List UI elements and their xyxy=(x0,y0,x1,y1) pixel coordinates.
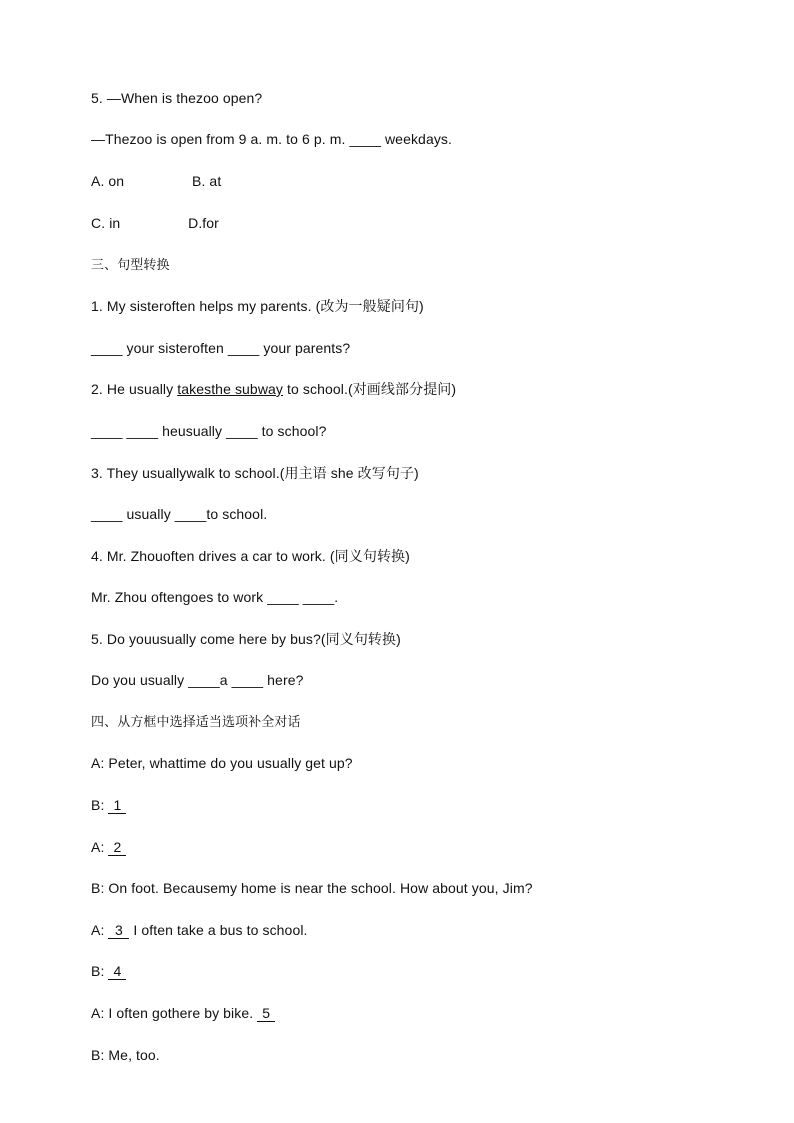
dialogue-line-5-text: I often take a bus to school. xyxy=(129,922,308,938)
sentence-4-answer: Mr. Zhou oftengoes to work ____ ____. xyxy=(91,589,339,605)
dialogue-speaker-b: B: xyxy=(91,963,109,979)
dialogue-line-3 xyxy=(91,838,126,856)
question-5-stem: 5. —When is thezoo open? xyxy=(91,90,263,106)
sentence-5-answer: Do you usually ____a ____ here? xyxy=(91,672,304,688)
sentence-4-prompt: 4. Mr. Zhouoften drives a car to work. (同义句转换) xyxy=(91,548,410,564)
dialogue-blank-1: 1 xyxy=(108,798,126,814)
sentence-2-prompt xyxy=(91,380,456,398)
sentence-2-underlined-phrase: takesthe subway xyxy=(177,381,284,397)
sentence-2-prompt-end: to school.(对画线部分提问) xyxy=(283,381,457,397)
section-4-heading: 四、从方框中选择适当选项补全对话 xyxy=(91,714,301,729)
dialogue-speaker-a: A: xyxy=(91,839,109,855)
dialogue-line-8: B: Me, too. xyxy=(91,1047,160,1063)
dialogue-line-2 xyxy=(91,796,126,814)
section-3-heading: 三、句型转换 xyxy=(91,257,170,272)
dialogue-line-6 xyxy=(91,962,126,980)
dialogue-speaker-a: A: xyxy=(91,922,109,938)
dialogue-line-7 xyxy=(91,1004,275,1022)
dialogue-blank-5: 5 xyxy=(257,1006,275,1022)
dialogue-line-1: A: Peter, whattime do you usually get up? xyxy=(91,755,353,771)
dialogue-blank-4: 4 xyxy=(108,964,126,980)
dialogue-blank-3: 3 xyxy=(108,923,129,939)
sentence-1-prompt: 1. My sisteroften helps my parents. (改为一般疑问句) xyxy=(91,298,424,314)
sentence-2-prompt-start: 2. He usually xyxy=(91,381,178,397)
sentence-1-answer: ____ your sisteroften ____ your parents? xyxy=(91,340,351,356)
question-5-answer-line: —Thezoo is open from 9 a. m. to 6 p. m. ____ weekdays. xyxy=(91,131,453,147)
question-5-options-a-b: A. on B. at xyxy=(91,173,222,189)
sentence-3-answer: ____ usually ____to school. xyxy=(91,506,268,522)
question-5-options-c-d: C. in D.for xyxy=(91,215,219,231)
dialogue-speaker-b: B: xyxy=(91,797,109,813)
dialogue-line-5 xyxy=(91,921,308,939)
dialogue-line-4: B: On foot. Becausemy home is near the school. How about you, Jim? xyxy=(91,880,533,896)
sentence-3-prompt: 3. They usuallywalk to school.(用主语 she 改写句子) xyxy=(91,465,419,481)
sentence-5-prompt: 5. Do youusually come here by bus?(同义句转换) xyxy=(91,631,401,647)
sentence-2-answer: ____ ____ heusually ____ to school? xyxy=(91,423,327,439)
dialogue-blank-2: 2 xyxy=(108,840,126,856)
dialogue-line-7-text: A: I often gothere by bike. xyxy=(91,1005,258,1021)
